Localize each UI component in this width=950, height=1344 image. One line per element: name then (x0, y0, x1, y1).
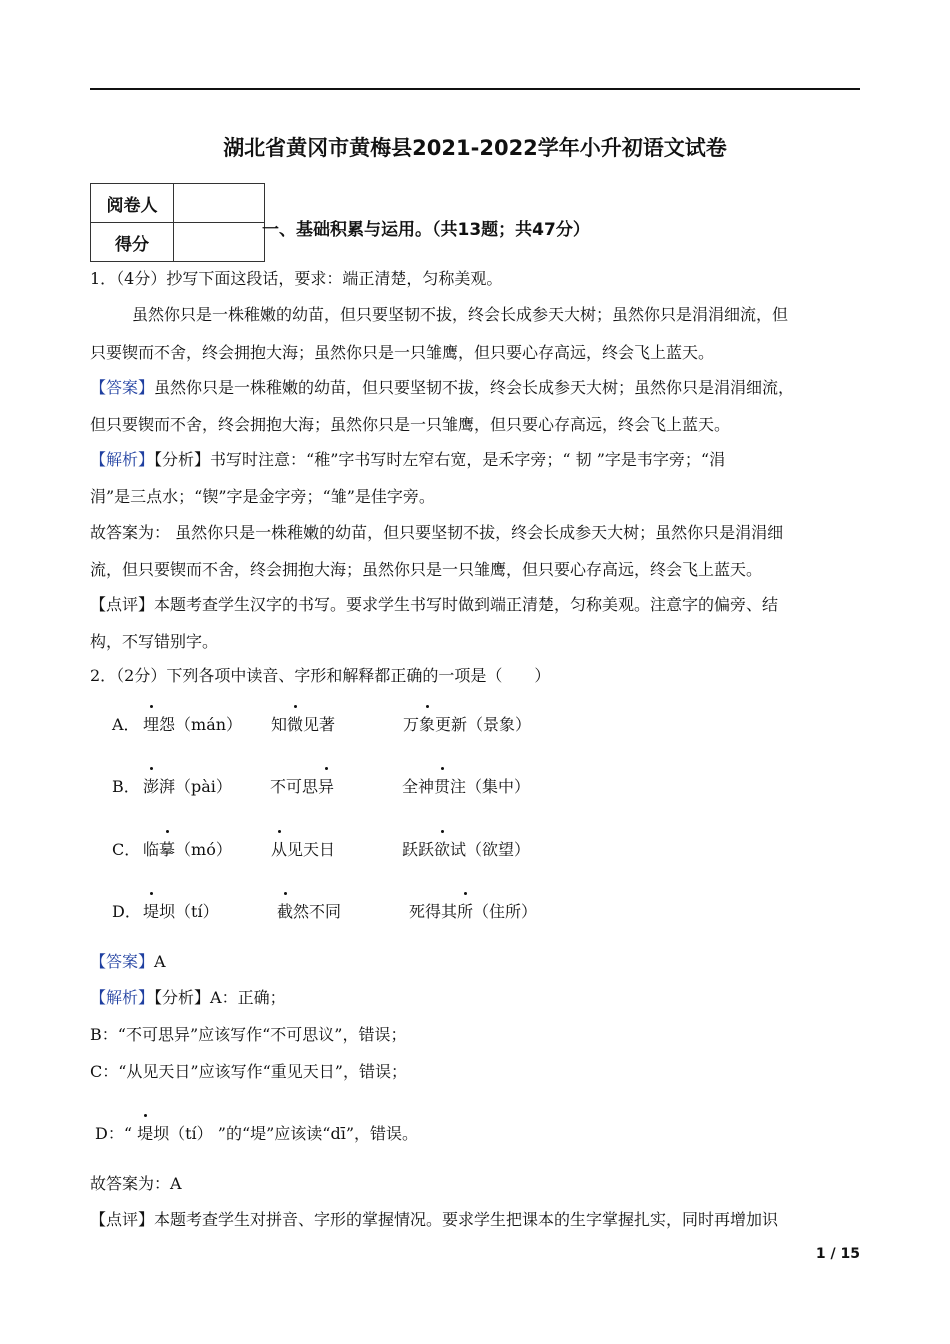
option-word: 知微见著 (271, 712, 335, 735)
option-letter: C． (112, 840, 141, 859)
score-cell (174, 223, 265, 262)
page-number: 1 / 15 (815, 1246, 860, 1262)
q2-answer (90, 949, 166, 972)
option-word: 埋怨（mán） (143, 712, 242, 735)
q1-final-line: 流，但只要锲而不舍，终会拥抱大海；虽然你只是一只雏鹰，但只要心存高远，终会飞上蓝天。 (90, 560, 763, 579)
q2-stem: 2．（2分）下列各项中读音、字形和解释都正确的一项是（ ） (90, 666, 551, 685)
q1-stem: 1．（4分）抄写下面这段话，要求：端正清楚，匀称美观。 (90, 269, 503, 288)
option-letter: A． (112, 715, 140, 734)
answer-text: A (154, 952, 166, 971)
section-heading: 一、基础积累与运用。（共13题；共47分） (262, 220, 590, 240)
q1-passage-line: 只要锲而不舍，终会拥抱大海；虽然你只是一只雏鹰，但只要心存高远，终会飞上蓝天。 (90, 343, 715, 362)
answer-text: 虽然你只是一株稚嫩的幼苗，但只要坚韧不拔，终会长成参天大树；虽然你只是涓涓细流， (154, 378, 795, 397)
q2-comment-line: 【点评】本题考查学生对拼音、字形的掌握情况。要求学生把课本的生字掌握扎实，同时再增加识 (90, 1210, 779, 1229)
option-word: 万象更新（景象） (403, 712, 531, 735)
option-word: 不可思异 (270, 774, 334, 797)
q2-analysis (90, 985, 286, 1008)
score-table (90, 183, 265, 262)
option-letter: B． (112, 777, 140, 796)
option-word: 临摹（mó） (143, 837, 232, 860)
q1-answer-line: 但只要锲而不舍，终会拥抱大海；虽然你只是一只雏鹰，但只要心存高远，终会飞上蓝天。 (90, 415, 731, 434)
option-word: 全神贯注（集中） (402, 774, 530, 797)
analysis-text: 【分析】书写时注意：“稚”字书写时左窄右宽，是禾字旁；“ 韧 ”字是韦字旁；“涓 (154, 450, 726, 469)
score-label: 得分 (91, 223, 174, 262)
option-word: 澎湃（pài） (143, 774, 232, 797)
option-letter: D． (112, 902, 141, 921)
q1-analysis (90, 447, 725, 470)
option-word: 截然不同 (277, 899, 341, 922)
analysis-tag: 【解析】 (90, 450, 155, 469)
q1-passage-line: 虽然你只是一株稚嫩的幼苗，但只要坚韧不拔，终会长成参天大树；虽然你只是涓涓细流，但 (132, 305, 789, 324)
option-word: 跃跃欲试（欲望） (402, 837, 530, 860)
analysis-tag: 【解析】 (90, 988, 155, 1007)
header-rule (90, 88, 860, 90)
q2-analysis-line: D：“ 堤坝（tí） ”的“堤”应该读“dī”，错误。 (95, 1121, 418, 1144)
option-word: 堤坝（tí） (143, 899, 219, 922)
answer-tag: 【答案】 (90, 378, 155, 397)
option-word: 死得其所（住所） (409, 899, 537, 922)
q1-final-line: 故答案为： 虽然你只是一株稚嫩的幼苗，但只要坚韧不拔，终会长成参天大树；虽然你只是涓涓细 (90, 523, 784, 542)
reviewer-cell (174, 184, 265, 223)
q1-comment-line: 【点评】本题考查学生汉字的书写。要求学生书写时做到端正清楚，匀称美观。注意字的偏旁、结 (90, 595, 779, 614)
option-word: 从见天日 (271, 837, 335, 860)
answer-tag: 【答案】 (90, 952, 155, 971)
page-title: 湖北省黄冈市黄梅县2021-2022学年小升初语文试卷 (223, 136, 727, 160)
reviewer-label: 阅卷人 (91, 184, 174, 223)
q1-analysis-line: 涓”是三点水；“锲”字是金字旁；“雏”是佳字旁。 (90, 487, 435, 506)
q1-answer (90, 375, 794, 398)
q2-analysis-line: B：“不可思异”应该写作“不可思议”，错误； (90, 1025, 407, 1044)
q1-comment-line: 构，不写错别字。 (90, 632, 219, 651)
q2-final: 故答案为：A (90, 1174, 182, 1193)
q2-analysis-line: C：“从见天日”应该写作“重见天日”，错误； (90, 1062, 407, 1081)
analysis-text: 【分析】A：正确； (154, 988, 286, 1007)
